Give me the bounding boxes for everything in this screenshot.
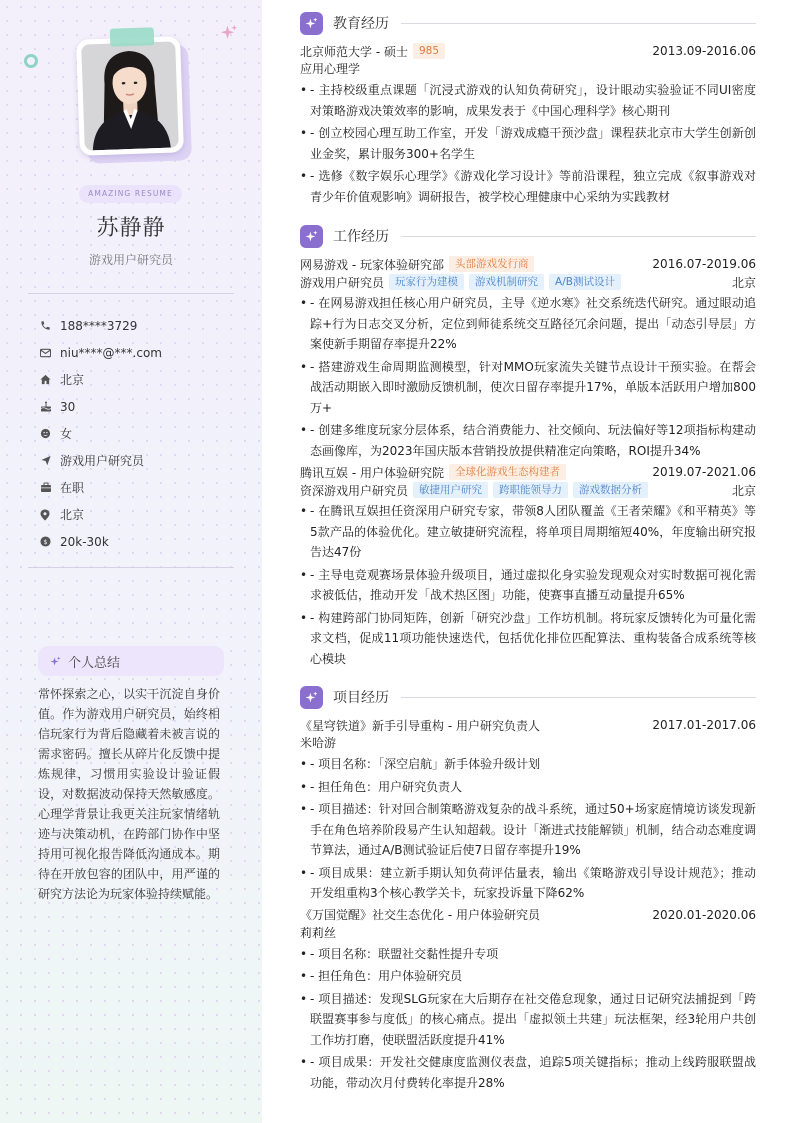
project-name: 《星穹铁道》新手引导重构 - 用户研究负责人 — [300, 718, 540, 733]
list-item: • - 搭建游戏生命周期监测模型，针对MMO玩家流失关键节点设计干预实验。在帮会战活动期嵌入即时激励反馈机制，使次日留存率提升17%，单版本活跃用户增加800万+ — [300, 357, 756, 419]
list-item: • - 担任角色：用户体验研究员 — [300, 966, 756, 987]
info-home — [40, 366, 240, 393]
job-role: 资深游戏用户研究员 — [300, 483, 409, 498]
info-phone — [40, 312, 240, 339]
list-item: • - 项目名称：联盟社交黏性提升专项 — [300, 944, 756, 965]
project-entry — [300, 906, 756, 1094]
job-role-row — [300, 273, 756, 291]
info-location — [40, 501, 240, 528]
company-tag: 头部游戏发行商 — [449, 256, 535, 272]
project-org: 米哈游 — [300, 736, 337, 750]
email-text: niu****@***.com — [60, 345, 162, 360]
profile-photo — [78, 38, 186, 160]
divider — [28, 567, 234, 568]
project-name: 《万国觉醒》社交生态优化 - 用户体验研究员 — [300, 908, 540, 922]
job-bullets — [300, 501, 756, 669]
sidebar — [0, 0, 262, 1123]
project-org: 莉莉丝 — [300, 925, 337, 940]
school-name: 北京师范大学 - 硕士 — [300, 44, 408, 59]
company-name: 腾讯互娱 - 用户体验研究院 — [300, 465, 444, 480]
education-date: 2013.09-2016.06 — [652, 44, 756, 58]
list-item: • - 项目成果：开发社交健康度监测仪表盘，追踪5项关键指标；推动上线跨服联盟战功能，带动次月付费转化率提升28% — [300, 1052, 756, 1093]
job-entry — [300, 255, 756, 461]
section-title: 教育经历 — [333, 16, 389, 32]
skill-tag: 敏捷用户研究 — [413, 482, 488, 498]
info-position — [40, 447, 240, 474]
mail-icon — [40, 347, 60, 359]
info-salary — [40, 528, 240, 555]
list-item: • - 项目名称：「深空启航」新手体验升级计划 — [300, 754, 756, 775]
location-pin-icon — [40, 509, 60, 521]
skill-tag: 玩家行为建模 — [389, 274, 464, 290]
school-tag: 985 — [413, 43, 445, 59]
phone-text: 188****3729 — [60, 318, 138, 333]
job-role: 游戏用户研究员 — [300, 275, 385, 290]
candidate-name: 苏静静 — [96, 216, 166, 241]
briefcase-icon — [40, 482, 60, 494]
company-tag: 全球化游戏生态构建者 — [449, 464, 566, 480]
list-item: • - 主导电竞观赛场景体验升级项目，通过虚拟化身实验发现观众对实时数据可视化需求被低估，推动开发「战术热区图」功能，使赛事直播互动量提升65% — [300, 565, 756, 606]
project-date: 2017.01-2017.06 — [652, 718, 756, 732]
salary-icon — [40, 536, 60, 548]
sparkle-icon — [220, 24, 238, 42]
skill-tag: 游戏机制研究 — [469, 274, 544, 290]
job-date: 2016.07-2019.06 — [652, 257, 756, 271]
summary-header — [38, 646, 224, 676]
list-item: • - 主持校级重点课题「沉浸式游戏的认知负荷研究」，设计眼动实验验证不同UI密度对策略游戏决策效率的影响，成果发表于《中国心理科学》核心期刊 — [300, 80, 756, 121]
summary-text: 常怀探索之心，以实干沉淀自身价值。作为游戏用户研究员，始终相信玩家行为背后隐藏着未被言说的需求密码。擅长从碎片化反馈中提炼规律，习惯用实验设计验证假设，对数据波动保持天然敏感度。心理学背景让我更关注玩家情绪轨迹与决策动机，在跨部门协作中坚持用可视化报告降低沟通成本。期待在开放包容的团队中，用严谨的研究方法论为玩家体验持续赋能。 — [38, 687, 220, 901]
job-date: 2019.07-2021.06 — [652, 465, 756, 479]
location-text: 北京 — [60, 508, 85, 522]
job-bullets — [300, 293, 756, 461]
job-entry — [300, 463, 756, 669]
cake-icon — [40, 401, 60, 413]
send-icon — [40, 455, 60, 467]
skill-tag: 游戏数据分析 — [573, 482, 648, 498]
info-age — [40, 393, 240, 420]
skill-tag: 跨职能领导力 — [493, 482, 568, 498]
job-header — [300, 463, 756, 481]
project-header — [300, 906, 756, 924]
section-title: 项目经历 — [333, 690, 389, 706]
section-divider — [401, 697, 756, 698]
info-gender — [40, 420, 240, 447]
list-item: • - 项目描述：针对回合制策略游戏复杂的战斗系统，通过50+场家庭情境访谈发现新手在角色培养阶段易产生认知超载。设计「渐进式技能解锁」机制，结合动态难度调节算法，通过A/B测试验证后使7日留存率提升19% — [300, 799, 756, 861]
project-header — [300, 716, 756, 734]
resume-badge: AMAZING RESUME — [79, 185, 182, 203]
job-header — [300, 255, 756, 273]
list-item: • - 在网易游戏担任核心用户研究员，主导《逆水寒》社交系统迭代研究。通过眼动追踪+行为日志交叉分析，定位到师徒系统交互路径冗余问题，提出「动态引导层」方案使新手期留存率提升22% — [300, 293, 756, 355]
list-item: • - 创建多维度玩家分层体系，结合消费能力、社交倾向、玩法偏好等12项指标构建动态画像库，为2023年国庆版本营销投放提供精准定向策略，ROI提升34% — [300, 420, 756, 461]
phone-icon — [40, 320, 60, 332]
gender-icon — [40, 428, 60, 440]
list-item: • - 项目成果：建立新手期认知负荷评估量表，输出《策略游戏引导设计规范》；推动开发组重构3个核心教学关卡，玩家投诉量下降62% — [300, 863, 756, 904]
list-item: • - 构建跨部门协同矩阵，创新「研究沙盘」工作坊机制。将玩家反馈转化为可量化需求文档，促成11项功能快速迭代，包括优化排位匹配算法、重构装备合成系统等核心模块 — [300, 608, 756, 670]
section-divider — [401, 23, 756, 24]
project-bullets — [300, 754, 756, 904]
education-bullets — [300, 80, 756, 207]
projects-section — [300, 684, 756, 1093]
home-icon — [40, 374, 60, 386]
list-item: • - 在腾讯互娱担任资深用户研究专家，带领8人团队覆盖《王者荣耀》《和平精英》等5款产品的体验优化。建立敏捷研究流程，将单项目周期缩短40%，年度输出研究报告达47份 — [300, 501, 756, 563]
job-role-row — [300, 481, 756, 499]
info-email — [40, 339, 240, 366]
gender-text: 女 — [60, 427, 73, 441]
salary-text: 20k-30k — [60, 534, 109, 549]
major: 应用心理学 — [300, 62, 361, 76]
info-status — [40, 474, 240, 501]
sparkle-icon — [50, 656, 68, 667]
sparkle-icon — [300, 12, 323, 35]
list-item: • - 选修《数字娱乐心理学》《游戏化学习设计》等前沿课程，独立完成《叙事游戏对青少年价值观影响》调研报告，被学校心理健康中心采纳为实践教材 — [300, 166, 756, 207]
skill-tag: A/B测试设计 — [549, 274, 621, 290]
contact-info — [40, 312, 240, 555]
summary-title: 个人总结 — [68, 655, 121, 671]
divider — [28, 293, 234, 294]
sparkle-icon — [300, 686, 323, 709]
job-city: 北京 — [731, 275, 756, 290]
list-item: • - 担任角色：用户研究负责人 — [300, 777, 756, 798]
section-divider — [401, 236, 756, 237]
position-text: 游戏用户研究员 — [60, 454, 145, 468]
avatar — [81, 41, 179, 150]
project-bullets — [300, 944, 756, 1094]
decorative-ring — [24, 54, 38, 68]
home-text: 北京 — [60, 373, 85, 387]
project-date: 2020.01-2020.06 — [652, 907, 756, 922]
company-name: 网易游戏 - 玩家体验研究部 — [300, 257, 444, 272]
education-section — [300, 10, 756, 207]
sparkle-icon — [300, 225, 323, 248]
education-header — [300, 42, 756, 60]
list-item: • - 项目描述：发现SLG玩家在大后期存在社交倦怠现象，通过日记研究法捕捉到「跨联盟赛事参与度低」的核心痛点。提出「虚拟领土共建」玩法框架，经3轮用户共创工作坊打磨，使联盟活跃度提升41% — [300, 989, 756, 1051]
list-item: • - 创立校园心理互助工作室，开发「游戏成瘾干预沙盘」课程获北京市大学生创新创业金奖，累计服务300+名学生 — [300, 123, 756, 164]
status-text: 在职 — [60, 481, 85, 495]
project-entry — [300, 716, 756, 904]
candidate-title: 游戏用户研究员 — [88, 253, 173, 267]
svg-text:$: $ — [43, 537, 48, 546]
job-city: 北京 — [731, 483, 756, 498]
age-text: 30 — [60, 399, 76, 414]
section-title: 工作经历 — [333, 229, 389, 245]
work-section — [300, 223, 756, 669]
